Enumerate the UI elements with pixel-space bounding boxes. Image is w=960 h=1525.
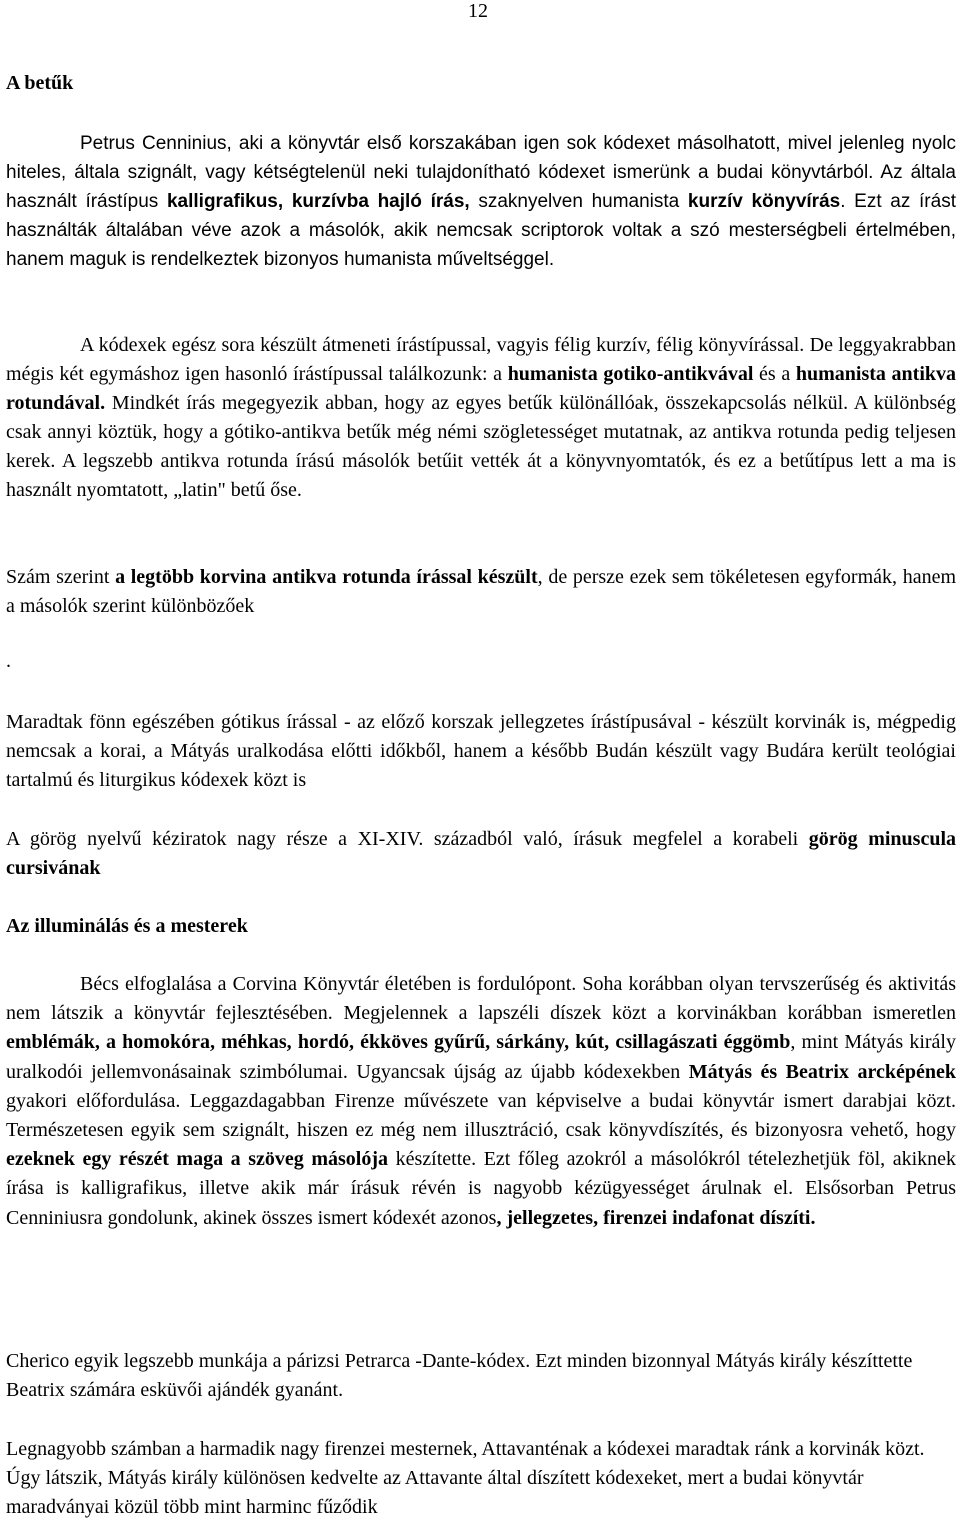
text-run: és a <box>753 363 796 385</box>
bold-run: kurzív könyvírás <box>687 191 841 212</box>
paragraph-codices-types <box>6 331 956 505</box>
section-heading-letters: A betűk <box>6 72 74 94</box>
text-run: Petrus Cenninius, aki a könyvtár első korszakában igen sok kódexet másolhatott, mivel jelenleg nyolc hiteles, általa szignált, vagy kétségtelenül neki tulajdonítható kódexet ismerünk a budai könyvtárból. Az általa használt írástípus <box>6 133 956 212</box>
paragraph-greek-manuscripts <box>6 825 956 883</box>
page-number: 12 <box>468 0 488 22</box>
bold-run: kalligrafikus, kurzívba hajló írás, <box>166 191 470 212</box>
text-run: A kódexek egész sora készült átmeneti írástípussal, vagyis félig kurzív, félig könyvírással. De leggyakrabban mégis két egymáshoz igen hasonló írástípussal találkozunk: a <box>6 334 956 385</box>
section-heading-illumination: Az illuminálás és a mesterek <box>6 915 248 937</box>
paragraph-cenninius <box>6 129 956 274</box>
paragraph-number-of-corvinas <box>6 563 956 621</box>
bold-run: humanista gotiko-antikvával <box>507 363 754 385</box>
paragraph-attavante: Legnagyobb számban a harmadik nagy firenzei mesternek, Attavanténak a kódexei maradtak ránk a korvinák közt. Úgy látszik, Mátyás király különösen kedvelte az Attavante által díszített kódexeket, mert a budai könyvtár maradványai közül több mint harminc fűződik <box>6 1438 925 1518</box>
bold-run: Mátyás és Beatrix arcképének <box>688 1060 956 1083</box>
text-run: szaknyelven humanista <box>469 191 688 212</box>
text-run: A görög nyelvű kéziratok nagy része a XI-XIV. századból való, írásuk megfelel a korabeli <box>6 828 809 850</box>
bold-run: emblémák, a homokóra, méhkas, hordó, ékköves gyűrű, sárkány, kút, csillagászati éggömb <box>6 1031 791 1054</box>
text-run: . Ezt az írást használták általában véve azok a másolók, akik nemcsak scriptorok voltak a szó mesterségbeli értelmében, hanem maguk is rendelkeztek bizonyos humanista műveltséggel. <box>6 191 956 270</box>
text-run: , de persze ezek sem tökéletesen egyformák, hanem a másolók szerint különbözőek <box>6 566 957 617</box>
text-run: Szám szerint <box>6 566 116 588</box>
text-run: Bécs elfoglalása a Corvina Könyvtár életében is fordulópont. Soha korábban olyan tervszerűség és aktivitás nem látszik a könyvtár fejlesztésében. Megjelennek a lapszéli díszek közt a korvinákban korábban ismeretlen <box>6 973 956 1025</box>
text-run: Mindkét írás megegyezik abban, hogy az egyes betűk különállóak, összekapcsolás nélkül. A különbség csak annyi köztük, hogy a gótiko-antikva betűk még némi szögletességet mutatnak, az antikva rotunda pedig teljesen kerek. A legszebb antikva rotunda írású másolók betűit vették át a könyvnyomtatók, és ez a betűtípus lett a ma is használt nyomtatott, „latin" betű őse. <box>6 392 956 501</box>
bold-run: ezeknek egy részét maga a szöveg másolója <box>6 1148 389 1171</box>
bold-run: a legtöbb korvina antikva rotunda írással készült <box>115 566 538 588</box>
text-run: készítette. Ezt főleg azokról a másolókról tételezhetjük föl, akiknek írása is kalligrafikus, illetve akik már írásuk révén is nagyobb kézügyességet árulnak el. Elsősorban Petrus Cenniniusra gondolunk, akinek összes ismert kódexét azonos <box>6 1148 957 1229</box>
paragraph-vienna <box>6 970 956 1233</box>
text-run: gyakori előfordulása. Leggazdagabban Firenze művészete van képviselve a budai könyvtár ismert darabjai közt. Természetesen egyik sem szignált, hiszen ez még nem illusztráció, csak könyvdíszítés, és bizonyosra vehető, hogy <box>6 1089 956 1142</box>
text-run: , mint Mátyás király uralkodói jellemvonásainak szimbólumai. Ugyancsak újság az újabb kódexekben <box>6 1031 956 1083</box>
paragraph-cherico: Cherico egyik legszebb munkája a párizsi Petrarca -Dante-kódex. Ezt minden bizonnyal Mátyás király készíttette Beatrix számára esküvői ajándék gyanánt. <box>6 1350 913 1401</box>
paragraph-gothic-script: Maradtak fönn egészében gótikus írással - az előző korszak jellegzetes írástípusával - készült korvinák is, mégpedig nemcsak a korai, a Mátyás uralkodása előtti időkből, hanem a később Budán készült vagy Budára került teológiai tartalmú és liturgikus kódexek közt is <box>6 711 956 791</box>
stray-period: . <box>6 650 11 672</box>
bold-run: humanista antikva rotundával. <box>6 363 956 414</box>
bold-run: görög minuscula cursivának <box>6 828 957 879</box>
bold-run: , jellegzetes, firenzei indafonat díszíti. <box>496 1206 816 1229</box>
